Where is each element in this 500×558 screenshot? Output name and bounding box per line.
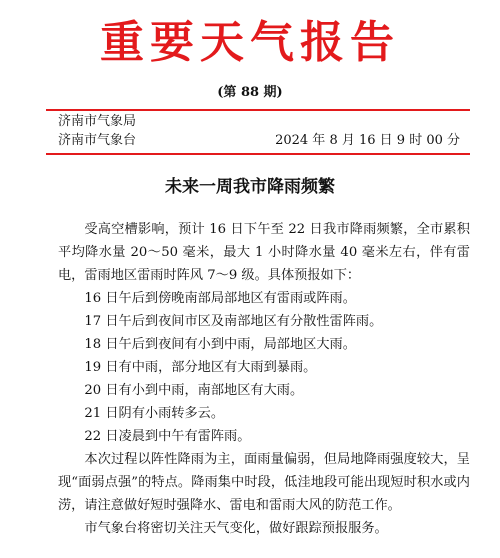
issue-number: (第 88 期) bbox=[217, 85, 283, 100]
forecast-item-17: 17 日午后到夜间市区及南部地区有分散性雷阵雨。 bbox=[84, 314, 383, 329]
header-divider-top bbox=[46, 109, 470, 111]
report-headline: 重要天气报告 bbox=[100, 17, 400, 68]
forecast-item-18: 18 日午后到夜间有小到中雨，局部地区大雨。 bbox=[84, 337, 356, 352]
forecast-item-16: 16 日午后到傍晚南部局部地区有雷雨或阵雨。 bbox=[84, 291, 356, 306]
header-divider-bottom bbox=[46, 153, 470, 155]
issue-datetime: 2024 年 8 月 16 日 9 时 00 分 bbox=[275, 133, 460, 148]
document-title: 未来一周我市降雨频繁 bbox=[165, 177, 335, 197]
report-body bbox=[58, 218, 470, 540]
summary-paragraph: 本次过程以阵性降雨为主，面雨量偏弱，但局地降雨强度较大，呈现“面弱点强”的特点。降雨集中时段，低洼地段可能出现短时积水或内涝，请注意做好短时强降水、雷电和雷雨大风的防范工作。 bbox=[58, 452, 470, 513]
forecast-item-22: 22 日凌晨到中午有雷阵雨。 bbox=[84, 429, 251, 444]
forecast-item-20: 20 日有小到中雨，南部地区有大雨。 bbox=[84, 383, 304, 398]
forecast-item-21: 21 日阴有小雨转多云。 bbox=[84, 406, 225, 421]
issuer-observatory: 济南市气象台 bbox=[58, 133, 137, 148]
issuer-bureau: 济南市气象局 bbox=[58, 114, 137, 129]
closing-paragraph: 市气象台将密切关注天气变化，做好跟踪预报服务。 bbox=[84, 521, 388, 536]
forecast-item-19: 19 日有中雨，部分地区有大雨到暴雨。 bbox=[84, 360, 317, 375]
intro-paragraph: 受高空槽影响，预计 16 日下午至 22 日我市降雨频繁，全市累积平均降水量 20～50 毫米，最大 1 小时降水量 40 毫米左右，伴有雷电，雷雨地区雷雨时阵风 7～9 级。具体预报如下： bbox=[58, 222, 470, 283]
